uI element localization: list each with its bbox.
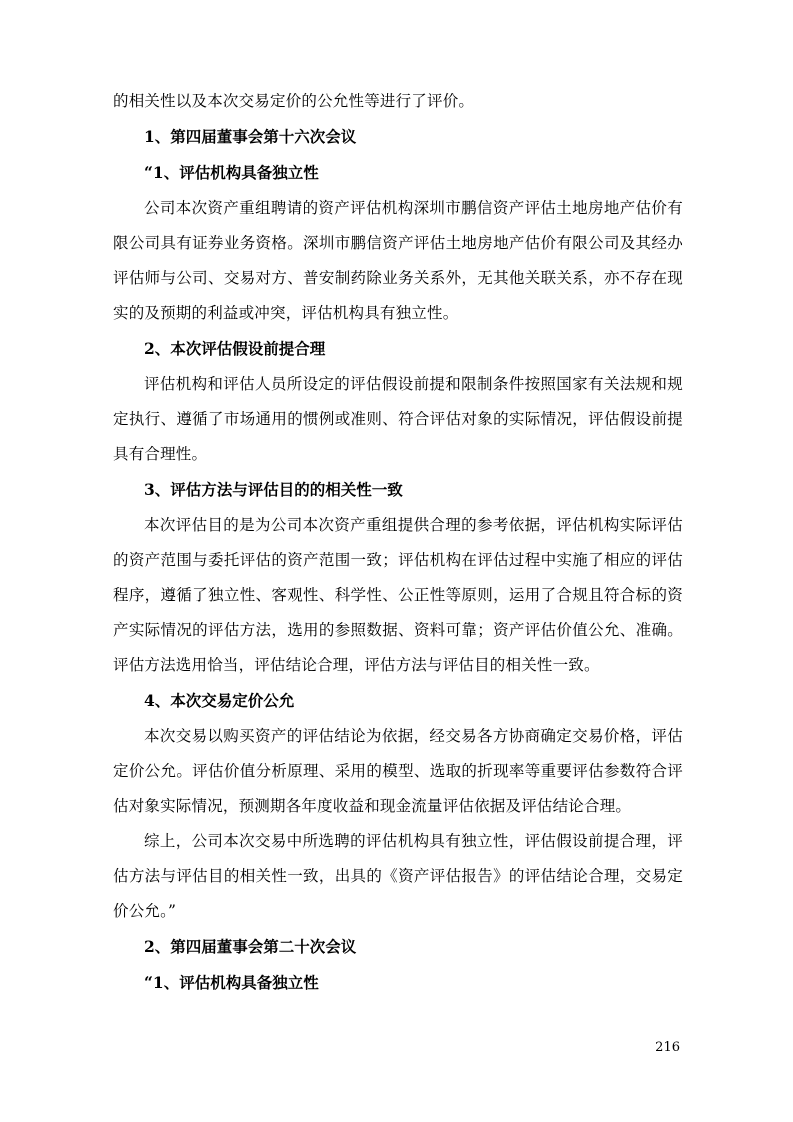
heading-item-1-independence — [113, 155, 683, 191]
paragraph-summary: 综上，公司本次交易中所选聘的评估机构具有独立性，评估假设前提合理，评估方法与评估目的相关性一致，出具的《资产评估报告》的评估结论合理，交易定价公允。” — [113, 832, 683, 920]
heading-item-1-independence-2 — [113, 965, 683, 1001]
paragraph-assumptions-body: 评估机构和评估人员所设定的评估假设前提和限制条件按照国家有关法规和规定执行、遵循了市场通用的惯例或准则、符合评估对象的实际情况，评估假设前提具有合理性。 — [113, 375, 683, 463]
paragraph-relevance-body: 本次评估目的是为公司本次资产重组提供合理的参考依据，评估机构实际评估的资产范围与委托评估的资产范围一致；评估机构在评估过程中实施了相应的评估程序，遵循了独立性、客观性、科学性、公正性等原则，运用了合规且符合标的资产实际情况的评估方法，选用的参照数据、资料可靠；资产评估价值公允、准确。评估方法选用恰当，评估结论合理，评估方法与评估目的相关性一致。 — [113, 516, 683, 674]
document-body — [113, 84, 683, 1001]
page-number: 216 — [655, 1040, 680, 1055]
heading-meeting-16-text: 1、第四届董事会第十六次会议 — [144, 127, 357, 146]
heading-item-4-pricing — [113, 683, 683, 719]
heading-meeting-16 — [113, 119, 683, 155]
heading-item-1-independence-2-text: “1、评估机构具备独立性 — [144, 973, 319, 992]
heading-item-2-assumptions — [113, 331, 683, 367]
heading-item-2-assumptions-text: 2、本次评估假设前提合理 — [144, 339, 326, 358]
paragraph-pricing-body: 本次交易以购买资产的评估结论为依据，经交易各方协商确定交易价格，评估定价公允。评估价值分析原理、采用的模型、选取的折现率等重要评估参数符合评估对象实际情况，预测期各年度收益和现金流量评估依据及评估结论合理。 — [113, 727, 683, 815]
paragraph-opening: 的相关性以及本次交易定价的公允性等进行了评价。 — [113, 92, 475, 110]
heading-item-1-independence-text: “1、评估机构具备独立性 — [144, 163, 319, 182]
heading-item-3-relevance-text: 3、评估方法与评估目的的相关性一致 — [144, 480, 403, 499]
heading-item-4-pricing-text: 4、本次交易定价公允 — [144, 691, 295, 710]
paragraph-independence-body: 公司本次资产重组聘请的资产评估机构深圳市鹏信资产评估土地房地产估价有限公司具有证券业务资格。深圳市鹏信资产评估土地房地产估价有限公司及其经办评估师与公司、交易对方、普安制药除业务关系外，无其他关联关系，亦不存在现实的及预期的利益或冲突，评估机构具有独立性。 — [113, 199, 683, 322]
heading-item-3-relevance — [113, 472, 683, 508]
heading-meeting-20-text: 2、第四届董事会第二十次会议 — [144, 937, 357, 956]
heading-meeting-20 — [113, 929, 683, 965]
